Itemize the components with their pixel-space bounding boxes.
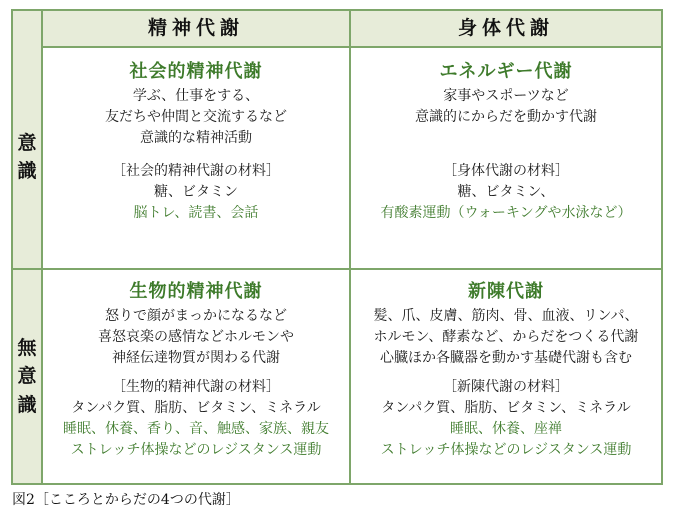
cell-desc-line: ホルモン、酵素など、からだをつくる代謝 xyxy=(373,329,639,345)
row-header-char: 無 xyxy=(17,336,37,359)
materials-heading: ［身体代謝の材料］ xyxy=(443,163,569,179)
materials-heading: ［新陳代謝の材料］ xyxy=(443,379,569,395)
row-header-unconscious xyxy=(13,270,43,483)
row-header-char: 意 xyxy=(17,365,37,388)
row-header-char: 識 xyxy=(17,393,37,416)
column-header-mental: 精神代謝 xyxy=(43,11,351,46)
materials-activities: ストレッチ体操などのレジスタンス運動 xyxy=(70,442,322,458)
figure-caption: 図2［こころとからだの4つの代謝］ xyxy=(12,492,240,508)
materials-activities: 睡眠、休養、香り、音、触感、家族、親友 xyxy=(63,421,329,437)
materials-activities: ストレッチ体操などのレジスタンス運動 xyxy=(380,442,632,458)
cell-metabolic-turnover xyxy=(351,270,661,483)
cell-desc-line: 友だちや仲間と交流するなど xyxy=(105,109,287,125)
materials-heading: ［社会的精神代謝の材料］ xyxy=(112,163,280,179)
metabolism-matrix xyxy=(11,9,663,485)
cell-desc-line: 神経伝達物質が関わる代謝 xyxy=(112,350,280,366)
cell-title: 生物的精神代謝 xyxy=(129,281,263,302)
cell-desc-line: 学ぶ、仕事をする、 xyxy=(132,88,260,104)
cell-social-mental-metabolism xyxy=(43,46,351,270)
materials-nutrients: 糖、ビタミン xyxy=(154,184,238,200)
cell-energy-metabolism xyxy=(351,46,661,270)
cell-desc-line: 意識的にからだを動かす代謝 xyxy=(415,109,597,125)
cell-title: 新陳代謝 xyxy=(468,281,544,302)
cell-biological-mental-metabolism xyxy=(43,270,351,483)
materials-nutrients: タンパク質、脂肪、ビタミン、ミネラル xyxy=(381,400,631,416)
materials-activities: 睡眠、休養、座禅 xyxy=(450,421,562,437)
materials-nutrients: 糖、ビタミン、 xyxy=(457,184,555,200)
cell-title: エネルギー代謝 xyxy=(439,61,573,82)
materials-heading: ［生物的精神代謝の材料］ xyxy=(112,379,280,395)
cell-desc-line: 怒りで顔がまっかになるなど xyxy=(105,308,287,324)
cell-desc-line: 意識的な精神活動 xyxy=(140,130,252,146)
cell-desc-line: 家事やスポーツなど xyxy=(443,88,569,104)
materials-nutrients: タンパク質、脂肪、ビタミン、ミネラル xyxy=(71,400,321,416)
cell-title: 社会的精神代謝 xyxy=(129,61,263,82)
header-row xyxy=(13,11,661,48)
column-header-physical: 身体代謝 xyxy=(457,17,554,39)
materials-activities: 脳トレ、読書、会話 xyxy=(133,205,259,221)
cell-desc-line: 喜怒哀楽の感情などホルモンや xyxy=(98,329,294,345)
materials-activities: 有酸素運動（ウォーキングや水泳など） xyxy=(380,205,632,221)
header-corner xyxy=(13,11,43,46)
row-header-char: 意 xyxy=(17,131,37,154)
row-header-conscious xyxy=(13,46,43,270)
cell-desc-line: 心臓ほか各臓器を動かす基礎代謝も含む xyxy=(380,350,632,366)
row-header-char: 識 xyxy=(17,160,37,182)
cell-desc-line: 髪、爪、皮膚、筋肉、骨、血液、リンパ、 xyxy=(373,308,639,324)
